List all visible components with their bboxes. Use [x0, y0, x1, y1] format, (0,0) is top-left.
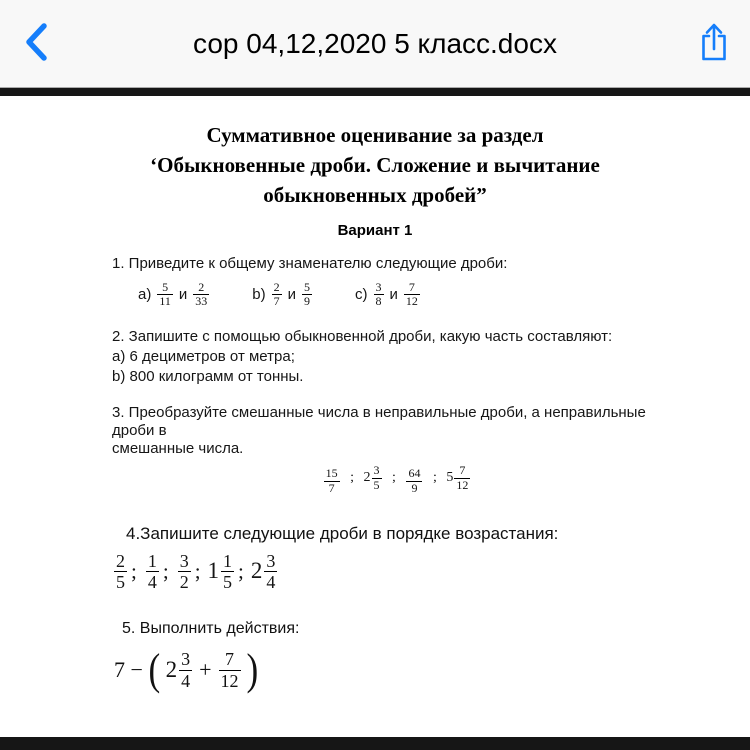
separator: ;	[194, 559, 201, 584]
question-1-math	[138, 281, 682, 308]
fraction: $\frac{2}{33}$	[195, 280, 208, 309]
question-1-text: 1. Приведите к общему знаменателю следующие дроби:	[112, 255, 508, 272]
fraction: $\frac{2}{7}$	[273, 280, 280, 309]
question-2-text: 2. Запишите с помощью обыкновенной дроби, какую часть составляют:	[112, 328, 613, 346]
fraction: $\frac{2}{5}$	[116, 550, 125, 592]
question-3-math	[112, 464, 682, 494]
question-5-text: 5. Выполнить действия:	[122, 620, 300, 638]
mixed-number	[323, 467, 341, 494]
mixed-number	[176, 551, 191, 592]
variant-label: Вариант 1	[337, 222, 413, 239]
fraction: $\frac{3}{8}$	[375, 280, 382, 309]
document-title: сор 04,12,2020 5 класс.docx	[193, 27, 557, 59]
mixed-number: 2 $\frac{3}{4}$	[250, 550, 276, 592]
conjunction: и	[178, 285, 188, 303]
question-4-text: 4.Запишите следующие дроби в порядке возрастания:	[126, 523, 559, 543]
q1-part-b-label: b)	[252, 285, 266, 303]
question-5-math	[114, 645, 750, 695]
question-4-math	[112, 551, 682, 592]
fraction: $\frac{1}{5}$	[223, 550, 233, 592]
fraction: $\frac{5}{9}$	[304, 280, 311, 309]
plus-operator: +	[199, 657, 212, 683]
separator: ;	[131, 559, 137, 584]
fraction: $\frac{5}{11}$	[159, 280, 171, 309]
fraction: $\frac{1}{4}$	[147, 550, 157, 592]
document-scroll-area[interactable]	[0, 89, 750, 750]
question-2-item-b: b) 800 килограмм от тонны.	[112, 368, 304, 386]
fraction: $\frac{3}{4}$	[266, 550, 276, 592]
back-button[interactable]	[12, 14, 60, 74]
separator: ;	[392, 470, 396, 486]
q1-part-b	[252, 281, 313, 308]
fraction: $\frac{7}{12}$	[456, 463, 469, 492]
fraction: $\frac{3}{4}$	[181, 649, 191, 691]
open-paren: (	[148, 645, 161, 695]
fraction: $\frac{7}{12}$	[220, 649, 239, 691]
question-5	[114, 620, 750, 695]
share-icon	[699, 22, 729, 65]
chevron-left-icon	[24, 22, 48, 65]
nav-bar	[0, 0, 750, 88]
mixed-number	[405, 467, 423, 494]
fraction: $\frac{3}{2}$	[179, 550, 189, 592]
question-4	[112, 525, 682, 592]
share-button[interactable]	[690, 14, 738, 74]
mixed-number: 2 $\frac{3}{4}$	[165, 649, 191, 691]
expression-lead: 7 −	[114, 657, 143, 683]
close-paren: )	[245, 645, 258, 695]
q1-part-c	[355, 281, 421, 308]
mixed-number: 2 $\frac{3}{5}$	[363, 463, 380, 492]
worksheet-title-line1: Суммативное оценивание за раздел	[206, 123, 544, 147]
question-3-text-line2: смешанные числа.	[112, 440, 244, 458]
worksheet-title	[0, 96, 750, 210]
document-page	[0, 96, 750, 737]
mixed-number: 5 $\frac{7}{12}$	[446, 463, 469, 492]
separator: ;	[162, 559, 169, 584]
fraction: $\frac{3}{5}$	[373, 463, 380, 492]
fraction: $\frac{64}{9}$	[408, 466, 421, 495]
separator: ;	[350, 470, 355, 486]
question-3-text-line1: 3. Преобразуйте смешанные числа в неправильные дроби, а неправильные дроби в	[112, 404, 646, 440]
mixed-number: 1 $\frac{1}{5}$	[207, 550, 233, 592]
conjunction: и	[287, 285, 297, 303]
mixed-number	[144, 551, 159, 592]
separator: ;	[432, 470, 437, 486]
worksheet-title-line2: ‘Обыкновенные дроби. Сложение и вычитание	[150, 153, 600, 177]
worksheet-title-line3: обыкновенных дробей”	[263, 183, 487, 207]
q1-part-a-label: а)	[138, 285, 152, 303]
question-1	[112, 255, 682, 308]
separator: ;	[238, 559, 244, 584]
question-2-item-a: a) 6 дециметров от метра;	[112, 348, 295, 366]
fraction: $\frac{7}{12}$	[405, 280, 418, 309]
q1-part-c-label: c)	[355, 285, 368, 303]
mixed-number	[112, 551, 127, 592]
conjunction: и	[389, 285, 398, 303]
q1-part-a	[138, 281, 210, 308]
fraction: $\frac{15}{7}$	[325, 466, 338, 495]
question-3	[112, 404, 682, 494]
question-2	[112, 328, 682, 386]
